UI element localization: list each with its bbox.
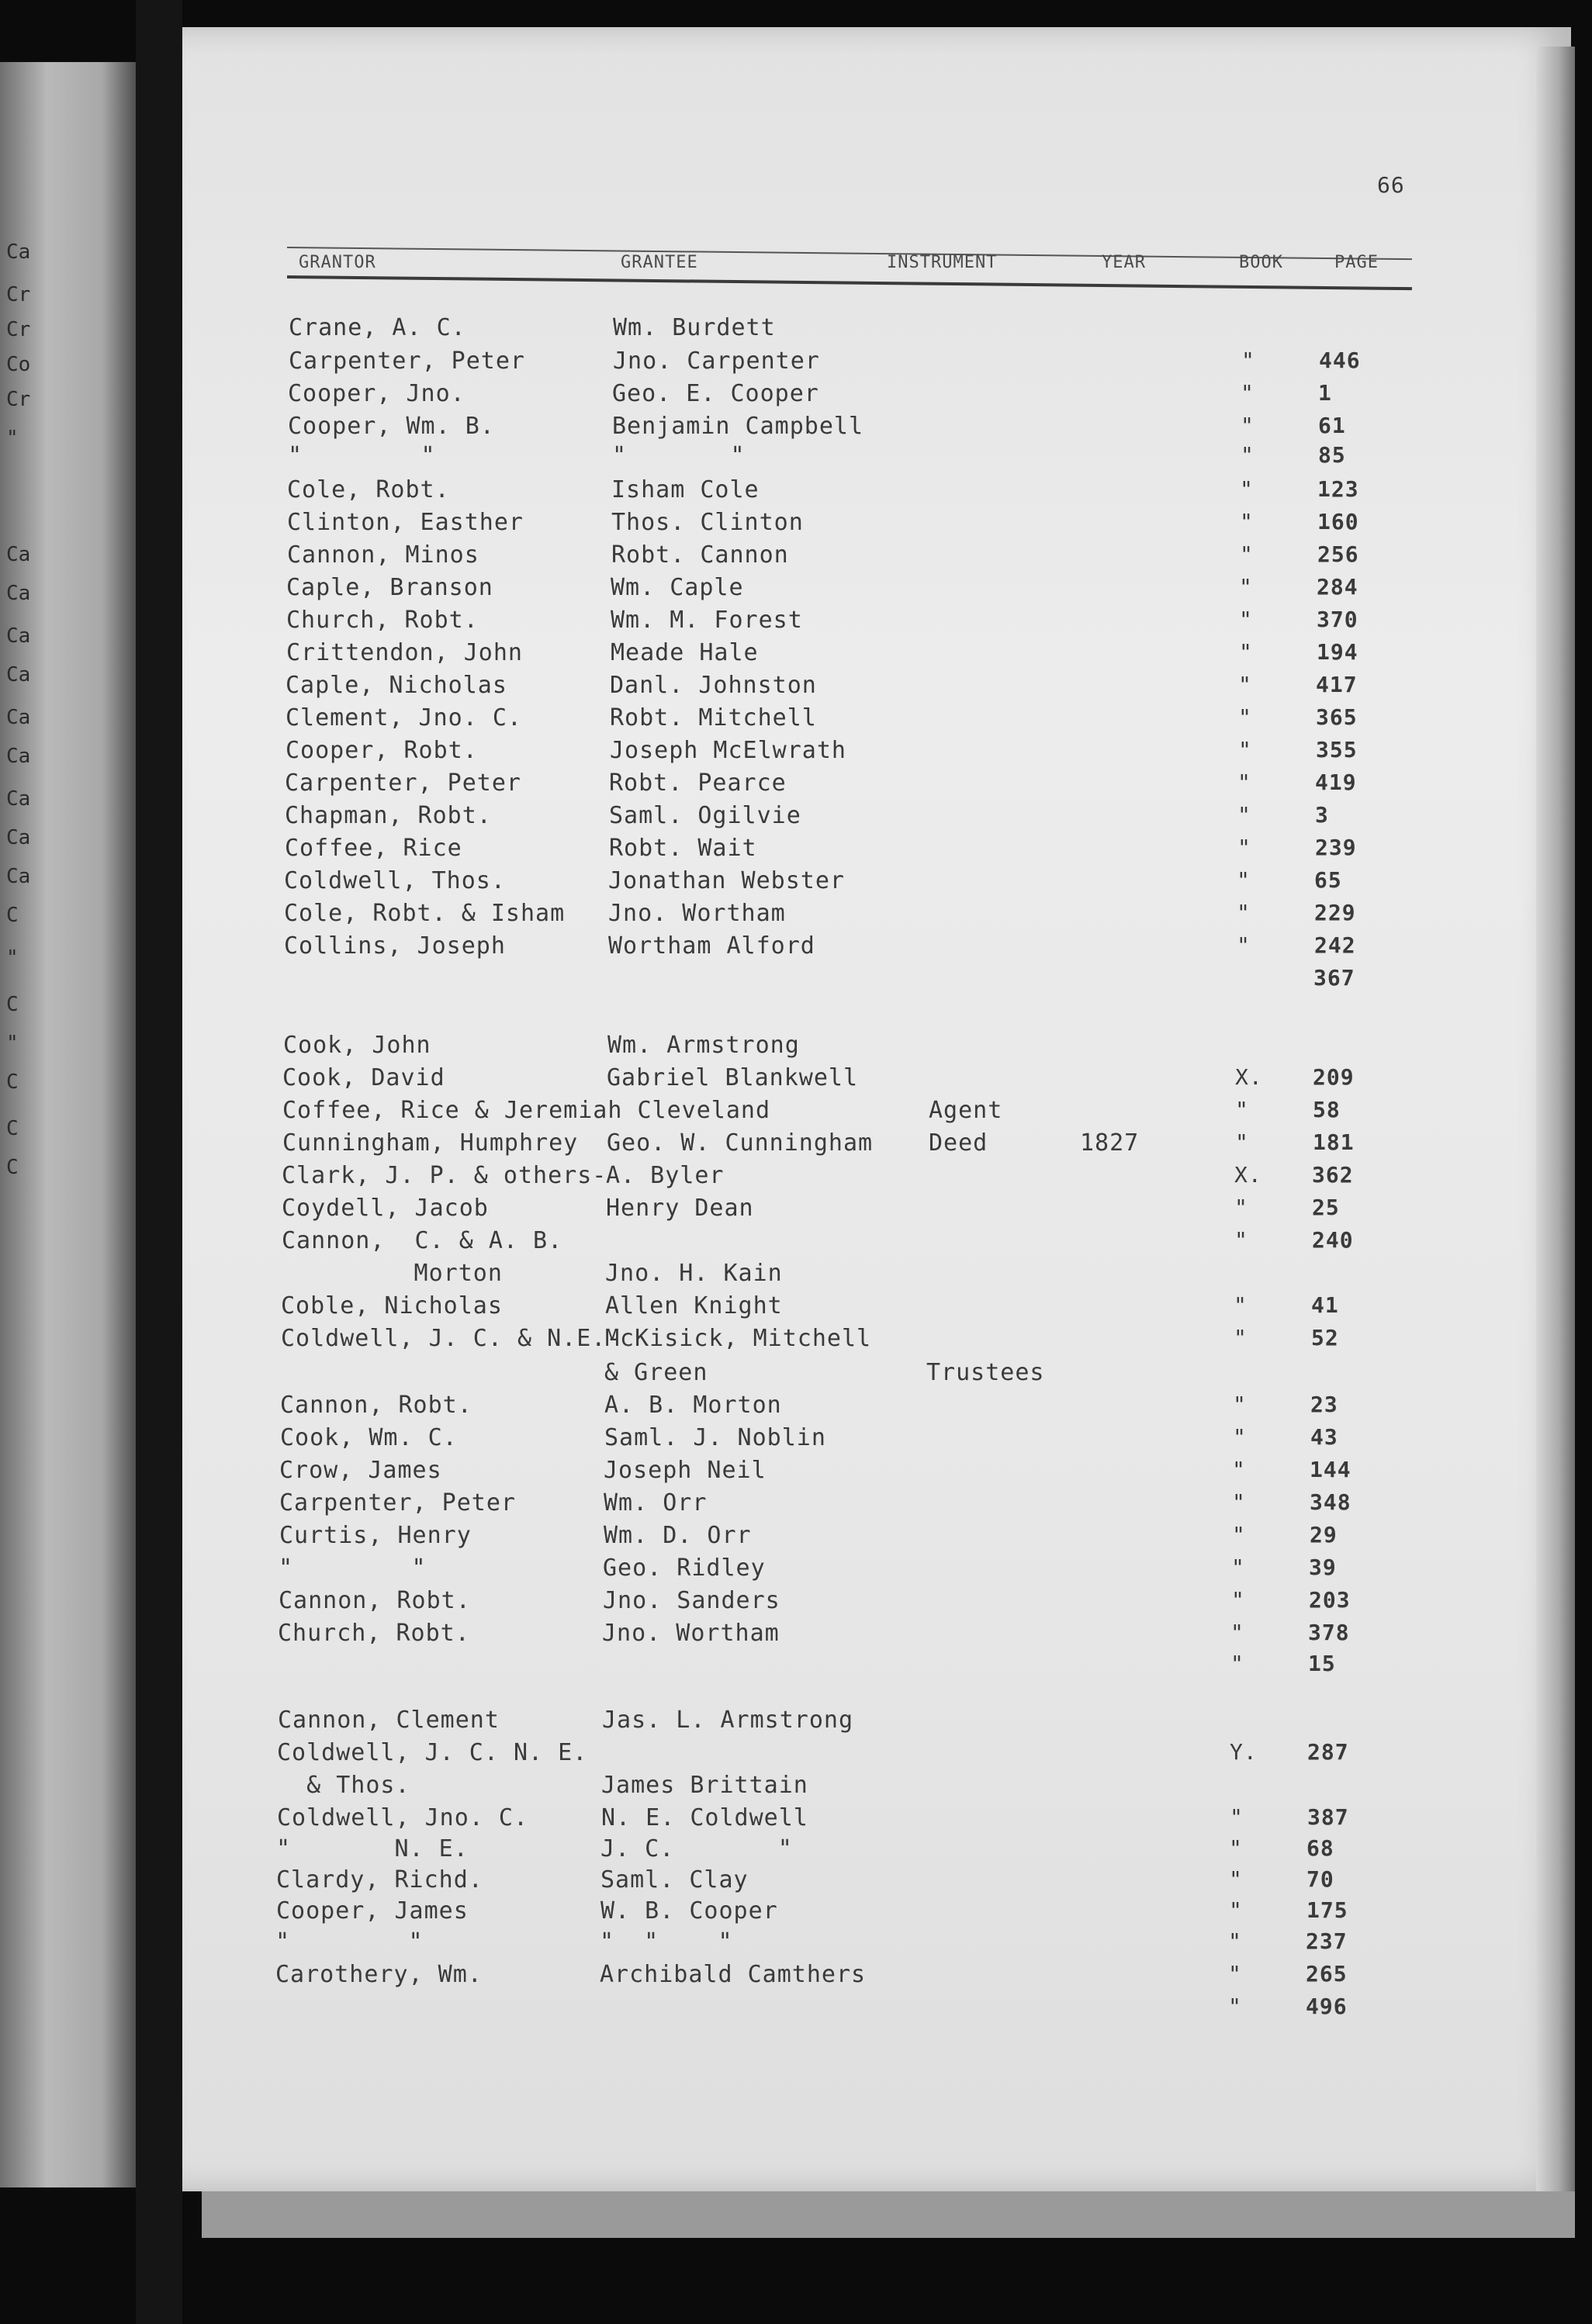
entry-page: 181 <box>1313 1129 1355 1155</box>
entry-book: " <box>1235 1097 1249 1122</box>
header-grantor: GRANTOR <box>299 253 376 272</box>
entry-grantee: Jno. Carpenter <box>613 348 820 375</box>
entry-grantor: Carpenter, Peter <box>279 1489 516 1516</box>
left-page-fragment: Ca <box>6 865 31 888</box>
entry-grantee: Joseph Neil <box>604 1457 767 1484</box>
entry-grantee: & Green <box>604 1359 708 1386</box>
left-page-fragment: " <box>6 427 19 450</box>
entry-book: " <box>1241 380 1255 406</box>
entry-grantor: " " <box>288 442 436 469</box>
entry-book: " <box>1240 509 1254 534</box>
page-bottom-strip <box>202 2191 1575 2238</box>
left-page-fragment: C <box>6 1156 19 1179</box>
header-book: BOOK <box>1239 253 1283 272</box>
entry-grantee: Archibald Camthers <box>600 1961 867 1988</box>
entry-grantor: Cook, John <box>283 1032 431 1059</box>
entry-page: 160 <box>1317 509 1359 534</box>
entry-grantor: Clardy, Richd. <box>276 1866 483 1893</box>
entry-grantor: Cooper, Robt. <box>286 737 478 764</box>
left-page-fragment: C <box>6 1117 19 1140</box>
entry-grantor: Cooper, Wm. B. <box>288 413 495 440</box>
entry-book: " <box>1239 574 1253 600</box>
left-page-edge <box>0 62 136 2187</box>
entry-book: " <box>1240 541 1254 567</box>
header-grantee: GRANTEE <box>621 253 698 272</box>
entry-grantee: Wm. Caple <box>611 574 744 601</box>
left-page-fragment: Ca <box>6 624 31 648</box>
entry-book: " <box>1238 704 1252 730</box>
entry-page: 61 <box>1318 413 1346 438</box>
entry-grantor: Coldwell, Thos. <box>284 867 506 894</box>
entry-page: 41 <box>1311 1292 1339 1318</box>
entry-book: " <box>1229 1835 1243 1861</box>
entry-book: " <box>1234 1227 1248 1253</box>
entry-page: 265 <box>1306 1961 1348 1987</box>
entry-grantor: Crane, A. C. <box>289 314 466 341</box>
entry-book: " <box>1239 639 1253 665</box>
entry-book: " <box>1232 1522 1246 1548</box>
entry-book: " <box>1233 1424 1247 1450</box>
entry-page: 58 <box>1313 1097 1341 1122</box>
entry-book: " <box>1237 867 1251 893</box>
entry-grantee: Robt. Pearce <box>609 769 787 797</box>
entry-grantee: Saml. J. Noblin <box>604 1424 826 1451</box>
entry-grantor: Chapman, Robt. <box>285 802 492 829</box>
entry-grantor: Cook, Wm. C. <box>280 1424 458 1451</box>
entry-book: " <box>1228 1961 1242 1987</box>
entry-grantor: Collins, Joseph <box>284 932 506 960</box>
entry-grantee: Gabriel Blankwell <box>607 1064 859 1091</box>
entry-book: " <box>1234 1292 1248 1318</box>
entry-grantor: Cannon, C. & A. B. <box>282 1227 563 1254</box>
entry-instrument: Trustees <box>926 1359 1045 1386</box>
entry-grantee: Wortham Alford <box>608 932 815 960</box>
entry-book: " <box>1237 769 1251 795</box>
entry-grantor: Cooper, Jno. <box>288 380 465 407</box>
entry-page: 39 <box>1309 1555 1337 1580</box>
left-page-fragment: C <box>6 1070 19 1094</box>
entry-grantor: Carpenter, Peter <box>285 769 521 797</box>
entry-grantor: Cannon, Robt. <box>280 1392 472 1419</box>
entry-grantee: Benjamin Campbell <box>612 413 864 440</box>
entry-page: 43 <box>1310 1424 1338 1450</box>
entry-book: " <box>1229 1897 1243 1923</box>
entry-book: " <box>1230 1620 1244 1645</box>
entry-grantee: Wm. Orr <box>604 1489 708 1516</box>
entry-page: 25 <box>1312 1195 1340 1220</box>
entry-book: " <box>1229 1866 1243 1892</box>
entry-grantee: Saml. Clay <box>600 1866 749 1893</box>
entry-grantee: Jas. L. Armstrong <box>602 1707 854 1734</box>
entry-grantee: A. Byler <box>606 1162 725 1189</box>
entry-grantor: Church, Robt. <box>286 607 479 634</box>
entry-page: 419 <box>1315 769 1357 795</box>
entry-grantor: Carothery, Wm. <box>275 1961 483 1988</box>
entry-grantor: Coffee, Rice & Jeremiah Cleveland <box>282 1097 771 1124</box>
entry-grantee: W. B. Cooper <box>600 1897 778 1925</box>
entry-grantor: Clinton, Easther <box>287 509 524 536</box>
entry-book: " <box>1231 1555 1245 1580</box>
left-page-fragment: Cr <box>6 283 31 306</box>
entry-grantee: Robt. Mitchell <box>610 704 817 731</box>
left-page-fragment: Cr <box>6 318 31 341</box>
entry-page: 496 <box>1306 1994 1348 2019</box>
left-page-fragment: Ca <box>6 543 31 566</box>
entry-grantee: Robt. Wait <box>609 835 757 862</box>
entry-page: 242 <box>1314 932 1356 958</box>
entry-page: 348 <box>1310 1489 1351 1515</box>
entry-book: X. <box>1235 1064 1263 1090</box>
entry-grantor: Clement, Jno. C. <box>286 704 522 731</box>
entry-grantee: Joseph McElwrath <box>610 737 846 764</box>
entry-grantor: Cook, David <box>282 1064 445 1091</box>
left-page-fragment: C <box>6 993 19 1016</box>
entry-grantee: McKisick, Mitchell <box>605 1325 872 1352</box>
entry-page: 417 <box>1316 672 1358 697</box>
entry-grantor: Crittendon, John <box>286 639 523 666</box>
entry-page: 68 <box>1306 1835 1334 1861</box>
entry-page: 365 <box>1316 704 1358 730</box>
entry-grantor: & Thos. <box>277 1772 410 1799</box>
entry-book: " <box>1232 1457 1246 1482</box>
entry-book: " <box>1241 442 1255 468</box>
entry-grantor: " " <box>279 1555 427 1582</box>
entry-page: 237 <box>1306 1928 1348 1954</box>
entry-page: 194 <box>1317 639 1358 665</box>
entry-grantor: " " <box>275 1928 424 1956</box>
entry-grantor: Crow, James <box>279 1457 442 1484</box>
entry-grantor: Cole, Robt. <box>287 476 450 503</box>
entry-grantee: Jno. Wortham <box>602 1620 780 1647</box>
entry-book: " <box>1228 1928 1242 1954</box>
entry-grantee: Geo. W. Cunningham <box>607 1129 874 1157</box>
entry-book: Y. <box>1230 1739 1258 1765</box>
entry-page: 175 <box>1306 1897 1348 1923</box>
entry-grantee: Meade Hale <box>611 639 759 666</box>
book-gutter <box>136 0 182 2324</box>
header-year: YEAR <box>1102 253 1146 272</box>
page-edge <box>1536 47 1575 2195</box>
entry-book: " <box>1237 900 1251 925</box>
entry-page: 355 <box>1316 737 1358 763</box>
left-page-fragment: Ca <box>6 240 31 264</box>
entry-grantee: Allen Knight <box>605 1292 783 1319</box>
entry-book: " <box>1232 1489 1246 1515</box>
entry-grantee: Geo. E. Cooper <box>612 380 819 407</box>
entry-book: " <box>1234 1195 1248 1220</box>
entry-page: 123 <box>1317 476 1359 502</box>
entry-grantor: Caple, Nicholas <box>286 672 507 699</box>
left-page-fragment: Ca <box>6 706 31 729</box>
left-page-fragment: C <box>6 904 19 927</box>
entry-page: 29 <box>1310 1522 1338 1548</box>
entry-page: 284 <box>1317 574 1358 600</box>
entry-grantor: Cannon, Robt. <box>279 1587 471 1614</box>
entry-grantee: Jno. H. Kain <box>605 1260 783 1287</box>
entry-grantee: Wm. Burdett <box>613 314 776 341</box>
entry-grantee: Robt. Cannon <box>611 541 789 569</box>
entry-grantee: Thos. Clinton <box>611 509 804 536</box>
entry-grantor: Morton <box>281 1260 503 1287</box>
left-page-fragment: " <box>6 1032 19 1055</box>
entry-grantee: Jonathan Webster <box>608 867 845 894</box>
entry-grantee: Saml. Ogilvie <box>609 802 801 829</box>
entry-grantee: J. C. " <box>600 1835 793 1862</box>
entry-page: 378 <box>1308 1620 1350 1645</box>
entry-grantor: Coldwell, Jno. C. <box>277 1804 529 1831</box>
entry-page: 70 <box>1306 1866 1334 1892</box>
entry-page: 446 <box>1319 348 1361 373</box>
entry-grantor: Coble, Nicholas <box>281 1292 503 1319</box>
entry-grantee: Jno. Wortham <box>608 900 786 927</box>
entry-grantor: Cannon, Clement <box>278 1707 500 1734</box>
entry-grantor: Coldwell, J. C. & N.E.- <box>281 1325 621 1352</box>
header-page: PAGE <box>1334 253 1379 272</box>
left-page-fragment: Cr <box>6 388 31 411</box>
entry-instrument: Agent <box>929 1097 1003 1124</box>
entry-book: " <box>1230 1651 1244 1676</box>
entry-book: " <box>1238 737 1252 763</box>
entry-grantor: Carpenter, Peter <box>289 348 525 375</box>
entry-grantor: Clark, J. P. & others- <box>282 1162 607 1189</box>
entry-page: 370 <box>1317 607 1358 632</box>
entry-book: " <box>1230 1804 1244 1830</box>
entry-page: 52 <box>1311 1325 1339 1350</box>
entry-page: 367 <box>1313 965 1355 991</box>
entry-page: 256 <box>1317 541 1359 567</box>
entry-grantee: A. B. Morton <box>604 1392 782 1419</box>
entry-book: " <box>1231 1587 1245 1613</box>
entry-grantee: " " <box>612 442 746 469</box>
entry-grantor: Cannon, Minos <box>287 541 479 569</box>
left-page-fragment: Co <box>6 353 31 376</box>
entry-book: " <box>1237 932 1251 958</box>
entry-grantor: Curtis, Henry <box>279 1522 472 1549</box>
entry-page: 1 <box>1318 380 1332 406</box>
left-page-fragment: Ca <box>6 745 31 768</box>
entry-page: 209 <box>1313 1064 1355 1090</box>
entry-grantor: Coffee, Rice <box>285 835 462 862</box>
entry-page: 144 <box>1310 1457 1351 1482</box>
entry-book: " <box>1241 413 1255 438</box>
left-page-fragment: " <box>6 946 19 970</box>
entry-page: 3 <box>1315 802 1329 828</box>
entry-book: " <box>1241 348 1255 373</box>
entry-grantee: Wm. Armstrong <box>607 1032 800 1059</box>
entry-page: 65 <box>1314 867 1342 893</box>
entry-instrument: Deed <box>929 1129 988 1157</box>
left-page-fragment: Ca <box>6 826 31 849</box>
header-instrument: INSTRUMENT <box>887 253 998 272</box>
entry-book: " <box>1233 1392 1247 1417</box>
page-number: 66 <box>1377 172 1405 198</box>
entry-page: 15 <box>1308 1651 1336 1676</box>
left-page-fragment: Ca <box>6 663 31 686</box>
entry-page: 240 <box>1312 1227 1354 1253</box>
left-page-fragment: Ca <box>6 582 31 605</box>
entry-book: " <box>1239 607 1253 632</box>
entry-book: " <box>1237 835 1251 860</box>
entry-book: " <box>1238 672 1252 697</box>
entry-page: 85 <box>1318 442 1346 468</box>
entry-grantor: Coldwell, J. C. N. E. <box>277 1739 588 1766</box>
entry-grantee: Isham Cole <box>611 476 760 503</box>
entry-book: " <box>1235 1129 1249 1155</box>
entry-page: 287 <box>1307 1739 1349 1765</box>
entry-page: 23 <box>1310 1392 1338 1417</box>
entry-grantee: N. E. Coldwell <box>601 1804 808 1831</box>
entry-grantee: " " " <box>600 1928 733 1956</box>
entry-year: 1827 <box>1080 1129 1140 1157</box>
entry-page: 362 <box>1312 1162 1354 1188</box>
entry-grantor: Cunningham, Humphrey <box>282 1129 579 1157</box>
entry-book: " <box>1237 802 1251 828</box>
entry-grantor: " N. E. <box>276 1835 469 1862</box>
entry-grantor: Cole, Robt. & Isham <box>284 900 566 927</box>
entry-grantor: Cooper, James <box>276 1897 469 1925</box>
entry-book: " <box>1240 476 1254 502</box>
entry-grantee: Henry Dean <box>606 1195 754 1222</box>
entry-grantee: Geo. Ridley <box>603 1555 766 1582</box>
entry-page: 203 <box>1309 1587 1351 1613</box>
entry-grantee: Wm. M. Forest <box>611 607 803 634</box>
entry-grantee: Wm. D. Orr <box>604 1522 752 1549</box>
left-page-fragment: Ca <box>6 787 31 811</box>
entry-grantor: Coydell, Jacob <box>282 1195 489 1222</box>
entry-grantor: Caple, Branson <box>286 574 493 601</box>
entry-grantee: Jno. Sanders <box>603 1587 780 1614</box>
entry-book: " <box>1228 1994 1242 2019</box>
entry-grantee: Danl. Johnston <box>610 672 817 699</box>
entry-book: X. <box>1234 1162 1262 1188</box>
entry-page: 239 <box>1315 835 1357 860</box>
entry-grantor: Church, Robt. <box>278 1620 470 1647</box>
entry-book: " <box>1234 1325 1248 1350</box>
entry-page: 387 <box>1307 1804 1349 1830</box>
entry-grantee: James Brittain <box>601 1772 808 1799</box>
entry-page: 229 <box>1314 900 1356 925</box>
